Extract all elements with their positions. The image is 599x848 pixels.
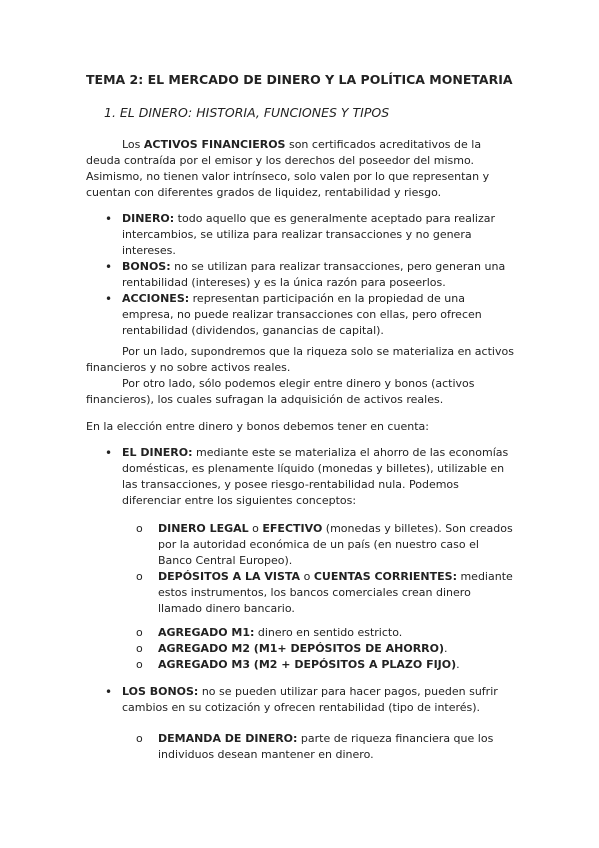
- circle-bullet-icon: o: [136, 522, 143, 535]
- sub-mid: o: [300, 570, 314, 583]
- intro-paragraph: [86, 137, 516, 201]
- paragraph-3-text: En la elección entre dinero y bonos debemos tener en cuenta:: [86, 420, 429, 433]
- sub-term: DEPÓSITOS A LA VISTA: [158, 570, 301, 583]
- aggregate-text: .: [456, 658, 460, 671]
- money-text: mediante este se materializa el ahorro de las economías domésticas, es plenamente líquido (monedas y billetes), utilizable en las transacciones, y posee riesgo-rentabilidad nula. Podemos diferenciar entre los siguientes conceptos:: [122, 446, 509, 507]
- aggregate-text: dinero en sentido estricto.: [254, 626, 403, 639]
- circle-bullet-icon: o: [136, 642, 143, 655]
- list-item: [136, 569, 514, 617]
- bullet-icon: •: [105, 260, 113, 274]
- asset-term: ACCIONES:: [122, 292, 190, 305]
- sub-text: (monedas y billetes). Son creados por la autoridad económica de un país (en nuestro caso el Banco Central Europeo).: [158, 522, 513, 567]
- bullet-icon: •: [105, 685, 113, 699]
- paragraph-2: Por otro lado, sólo podemos elegir entre dinero y bonos (activos financieros), los cuales sufragan la adquisición de activos reales.: [86, 377, 475, 406]
- list-item: [105, 684, 514, 716]
- asset-text: representan participación en la propiedad de una empresa, no puede realizar transacciones con ellas, pero ofrecen rentabilidad (dividendos, ganancias de capital).: [122, 292, 482, 337]
- circle-bullet-icon: o: [136, 570, 143, 583]
- list-item: [136, 657, 514, 673]
- paragraph-group: [86, 344, 516, 408]
- section-heading: 1. EL DINERO: HISTORIA, FUNCIONES Y TIPOS: [104, 105, 390, 120]
- intro-text: son certificados acreditativos de la deuda contraída por el emisor y los derechos del poseedor del mismo. Asimismo, no tienen valor intrínseco, solo valen por lo que representan y cuentan con diferentes grados de liquidez, rentabilidad y riesgo.: [86, 138, 490, 199]
- bullet-icon: •: [105, 292, 113, 306]
- aggregate-term: AGREGADO M3 (M2 + DEPÓSITOS A PLAZO FIJO): [158, 658, 457, 671]
- bonds-sublist: [136, 731, 514, 763]
- assets-list: [105, 211, 514, 339]
- sub-mid: o: [248, 522, 263, 535]
- list-item: [105, 259, 514, 291]
- list-item: [136, 641, 514, 657]
- list-item: [105, 291, 514, 339]
- asset-text: no se utilizan para realizar transacciones, pero generan una rentabilidad (intereses) y es la única razón para poseerlos.: [122, 260, 506, 289]
- circle-bullet-icon: o: [136, 658, 143, 671]
- bonds-text: no se pueden utilizar para hacer pagos, pueden sufrir cambios en su cotización y ofrecen rentabilidad (tipo de interés).: [122, 685, 498, 714]
- list-item: [136, 625, 514, 641]
- demand-text: parte de riqueza financiera que los individuos desean mantener en dinero.: [158, 732, 494, 761]
- document-title: TEMA 2: EL MERCADO DE DINERO Y LA POLÍTICA MONETARIA: [86, 72, 513, 87]
- list-item: [105, 211, 514, 259]
- aggregate-term: AGREGADO M1:: [158, 626, 255, 639]
- asset-term: BONOS:: [122, 260, 171, 273]
- list-item: [136, 521, 514, 569]
- paragraph-1: Por un lado, supondremos que la riqueza solo se materializa en activos financieros y no sobre activos reales.: [86, 345, 514, 374]
- aggregates-list: [136, 625, 514, 673]
- bonds-term: LOS BONOS:: [122, 685, 199, 698]
- money-sublist: [136, 521, 514, 617]
- demand-term: DEMANDA DE DINERO:: [158, 732, 298, 745]
- circle-bullet-icon: o: [136, 626, 143, 639]
- intro-lead: Los: [122, 138, 144, 151]
- paragraph-3: [86, 419, 516, 435]
- money-item: [105, 445, 514, 509]
- sub-term-2: EFECTIVO: [262, 522, 323, 535]
- sub-text: mediante estos instrumentos, los bancos comerciales crean dinero llamado dinero bancario.: [158, 570, 513, 615]
- sub-term-2: CUENTAS CORRIENTES:: [313, 570, 457, 583]
- bullet-icon: •: [105, 446, 113, 460]
- sub-term: DINERO LEGAL: [158, 522, 249, 535]
- intro-term: ACTIVOS FINANCIEROS: [143, 138, 286, 151]
- circle-bullet-icon: o: [136, 732, 143, 745]
- aggregate-text: .: [444, 642, 448, 655]
- list-item: [136, 731, 514, 763]
- bullet-icon: •: [105, 212, 113, 226]
- aggregate-term: AGREGADO M2 (M1+ DEPÓSITOS DE AHORRO): [158, 642, 445, 655]
- list-item: [105, 445, 514, 509]
- asset-text: todo aquello que es generalmente aceptado para realizar intercambios, se utiliza para realizar transacciones y no genera intereses.: [122, 212, 495, 257]
- money-term: EL DINERO:: [122, 446, 193, 459]
- asset-term: DINERO:: [122, 212, 175, 225]
- bonds-item: [105, 684, 514, 716]
